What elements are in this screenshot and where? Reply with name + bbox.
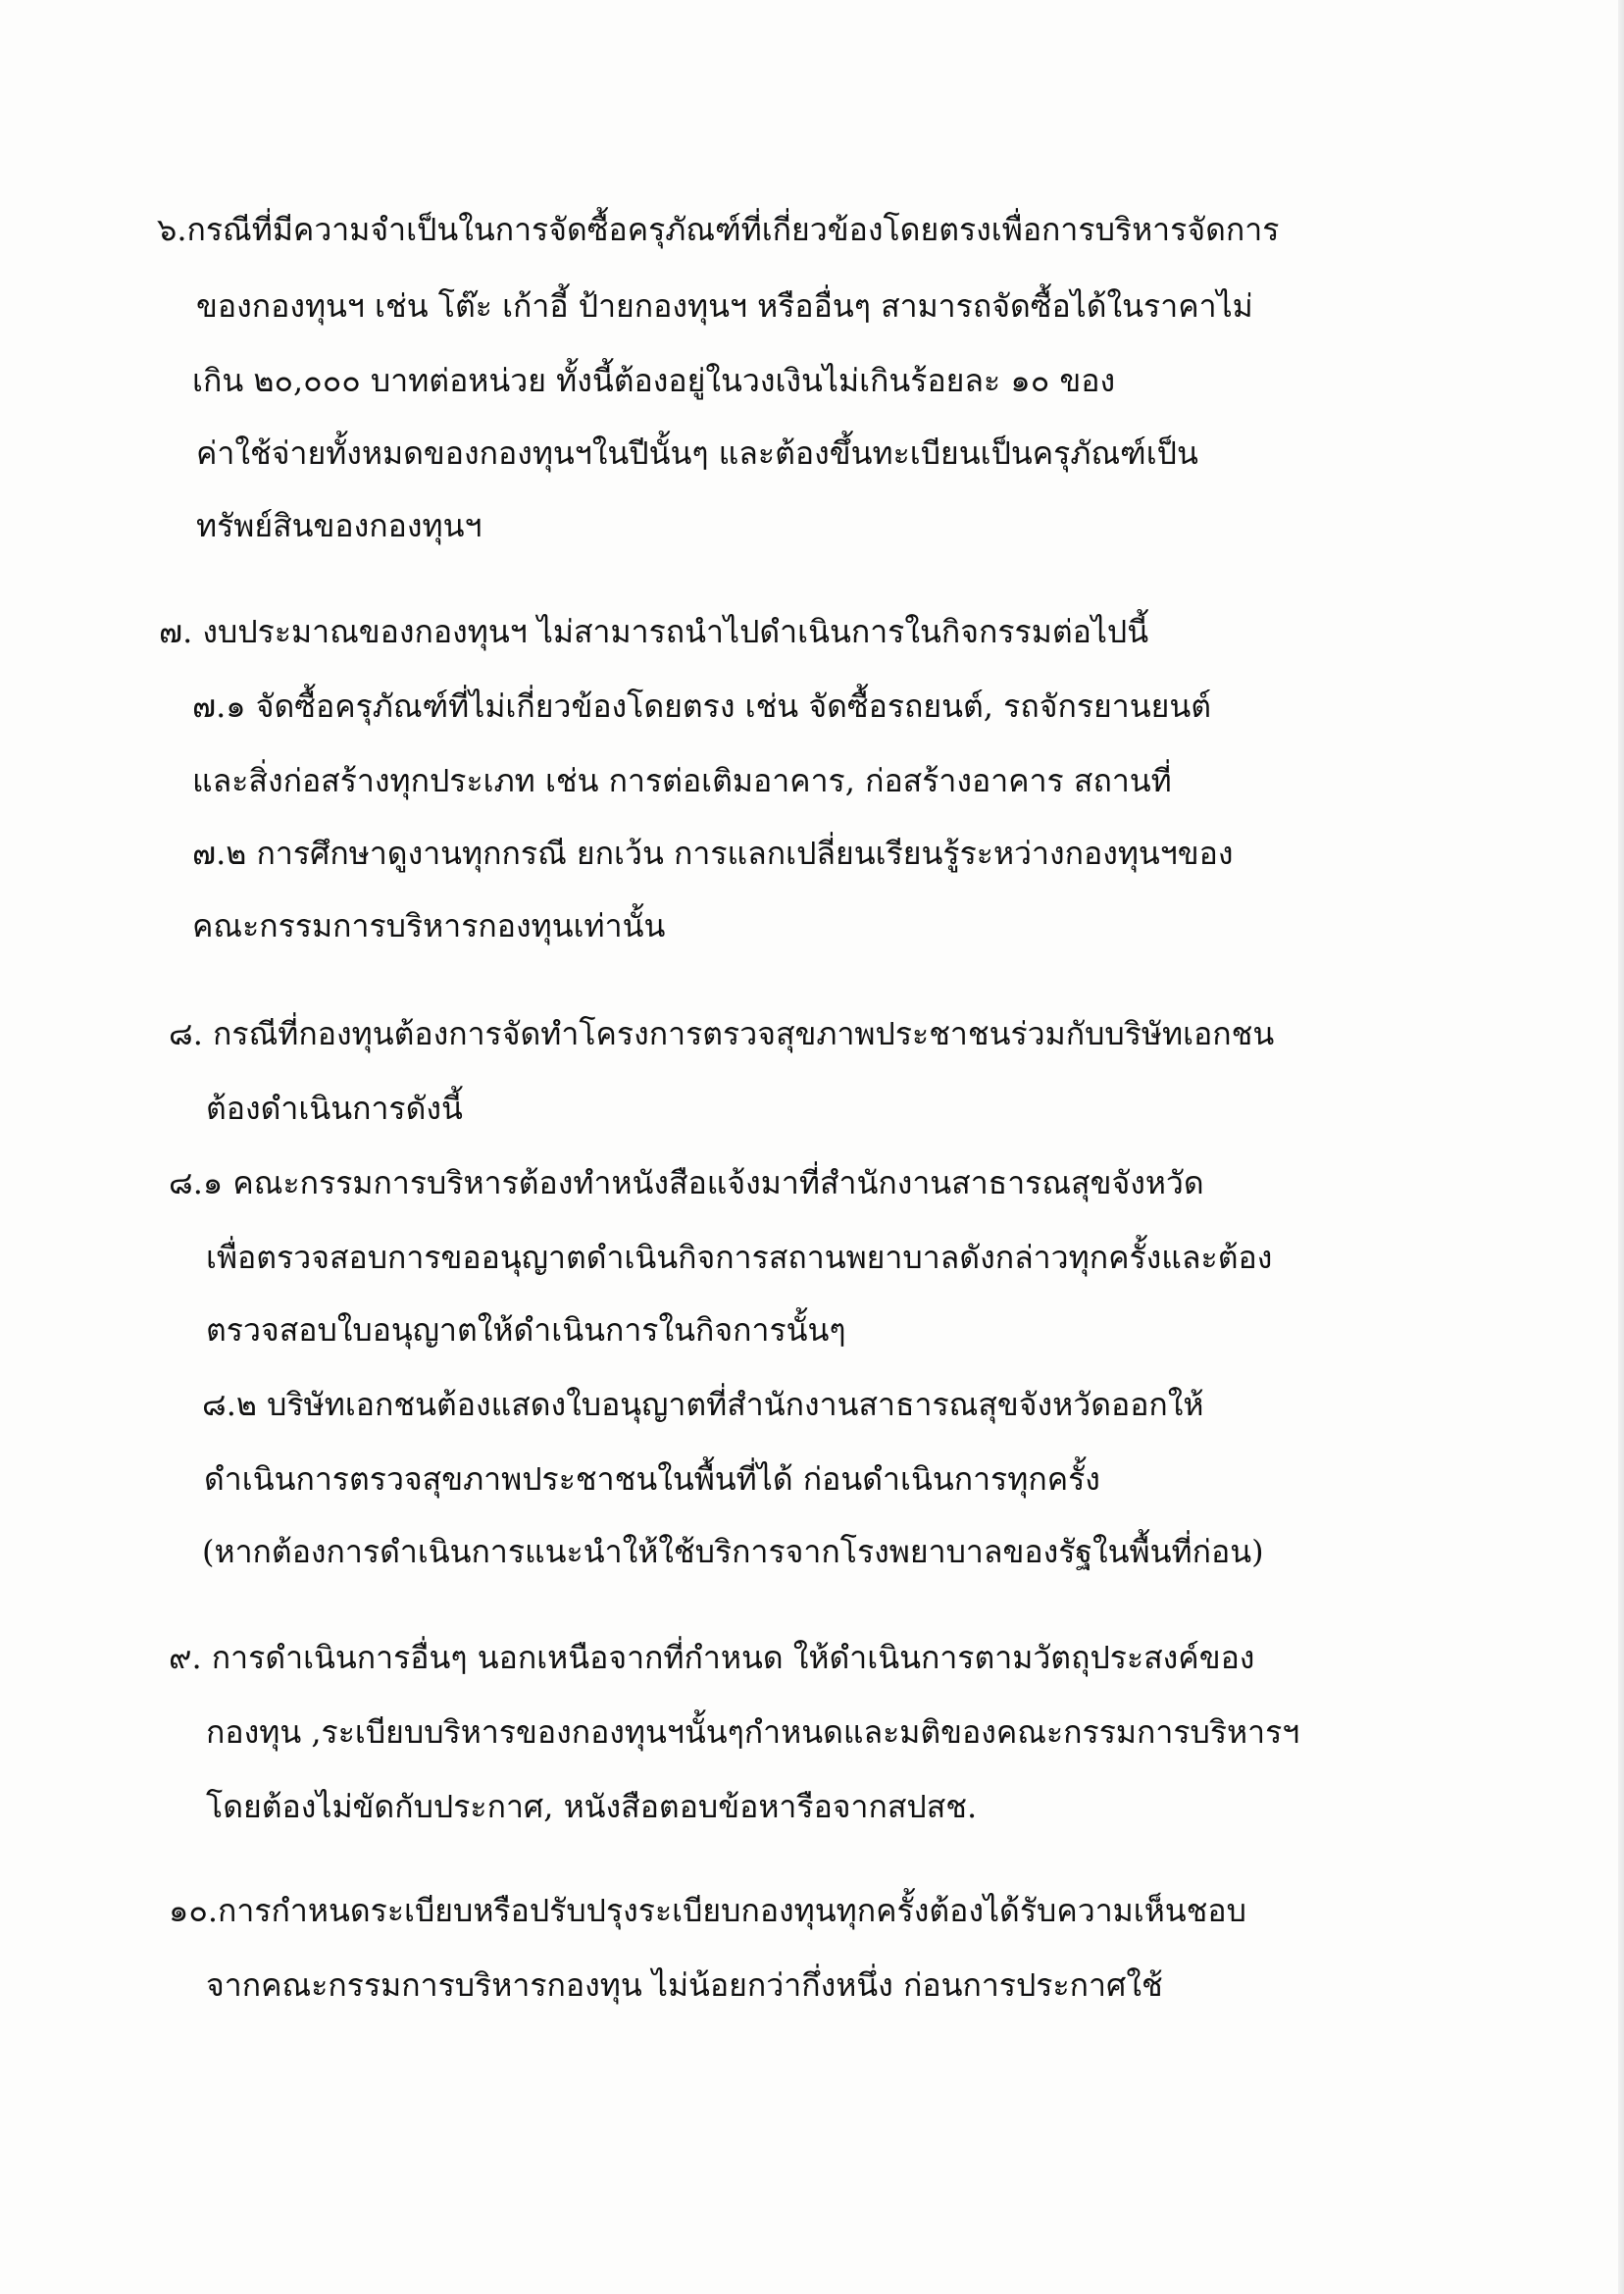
clause-9-line-2: กองทุน ,ระเบียบบริหารของกองทุนฯนั้นๆกำหนดและมติของคณะกรรมการบริหารฯ (206, 1713, 1300, 1751)
clause-6-line-3: เกิน ๒๐,๐๐๐ บาทต่อหน่วย ทั้งนี้ต้องอยู่ในวงเงินไม่เกินร้อยละ ๑๐ ของ (192, 362, 1116, 399)
clause-8-2-line-3: (หากต้องการดำเนินการแนะนำให้ใช้บริการจากโรงพยาบาลของรัฐในพื้นที่ก่อน) (202, 1533, 1264, 1570)
clause-8-1-line-1: ๘.๑ คณะกรรมการบริหารต้องทำหนังสือแจ้งมาที่สำนักงานสาธารณสุขจังหวัด (169, 1164, 1204, 1201)
clause-6-line-4: ค่าใช้จ่ายทั้งหมดของกองทุนฯในปีนั้นๆ และต้องขึ้นทะเบียนเป็นครุภัณฑ์เป็น (196, 434, 1198, 472)
clause-7-1-line-2: และสิ่งก่อสร้างทุกประเภท เช่น การต่อเติมอาคาร, ก่อสร้างอาคาร สถานที่ (192, 762, 1172, 799)
clause-8-line-2: ต้องดำเนินการดังนี้ (206, 1090, 463, 1127)
clause-8-2-line-1: ๘.๒ บริษัทเอกชนต้องแสดงใบอนุญาตที่สำนักงานสาธารณสุขจังหวัดออกให้ (202, 1386, 1204, 1423)
clause-7-2-line-1: ๗.๒ การศึกษาดูงานทุกกรณี ยกเว้น การแลกเปลี่ยนเรียนรู้ระหว่างกองทุนฯของ (192, 835, 1234, 872)
clause-6-line-5: ทรัพย์สินของกองทุนฯ (196, 507, 482, 544)
clause-6-line-2: ของกองทุนฯ เช่น โต๊ะ เก้าอี้ ป้ายกองทุนฯ หรืออื่นๆ สามารถจัดซื้อได้ในราคาไม่ (196, 287, 1253, 325)
clause-7-line-1: ๗. งบประมาณของกองทุนฯ ไม่สามารถนำไปดำเนินการในกิจกรรมต่อไปนี้ (159, 613, 1149, 650)
clause-7-1-line-1: ๗.๑ จัดซื้อครุภัณฑ์ที่ไม่เกี่ยวข้องโดยตรง เช่น จัดซื้อรถยนต์, รถจักรยานยนต์ (192, 688, 1211, 725)
clause-8-line-1: ๘. กรณีที่กองทุนต้องการจัดทำโครงการตรวจสุขภาพประชาชนร่วมกับบริษัทเอกชน (169, 1015, 1275, 1052)
clause-9-line-3: โดยต้องไม่ขัดกับประกาศ, หนังสือตอบข้อหารือจากสปสช. (206, 1788, 978, 1825)
clause-6-line-1: ๖.กรณีที่มีความจำเป็นในการจัดซื้อครุภัณฑ์ที่เกี่ยวข้องโดยตรงเพื่อการบริหารจัดการ (157, 211, 1280, 248)
clause-8-2-line-2: ดำเนินการตรวจสุขภาพประชาชนในพื้นที่ได้ ก่อนดำเนินการทุกครั้ง (204, 1460, 1100, 1498)
clause-7-2-line-2: คณะกรรมการบริหารกองทุนเท่านั้น (192, 907, 666, 944)
clause-10-line-2: จากคณะกรรมการบริหารกองทุน ไม่น้อยกว่ากึ่งหนึ่ง ก่อนการประกาศใช้ (206, 1966, 1163, 2004)
clause-8-1-line-2: เพื่อตรวจสอบการขออนุญาตดำเนินกิจการสถานพยาบาลดังกล่าวทุกครั้งและต้อง (206, 1239, 1273, 1276)
clause-10-line-1: ๑๐.การกำหนดระเบียบหรือปรับปรุงระเบียบกองทุนทุกครั้งต้องได้รับความเห็นชอบ (169, 1892, 1246, 1929)
clause-9-line-1: ๙. การดำเนินการอื่นๆ นอกเหนือจากที่กำหนด ให้ดำเนินการตามวัตถุประสงค์ของ (169, 1639, 1255, 1676)
clause-8-1-line-3: ตรวจสอบใบอนุญาตให้ดำเนินการในกิจการนั้นๆ (206, 1311, 846, 1349)
